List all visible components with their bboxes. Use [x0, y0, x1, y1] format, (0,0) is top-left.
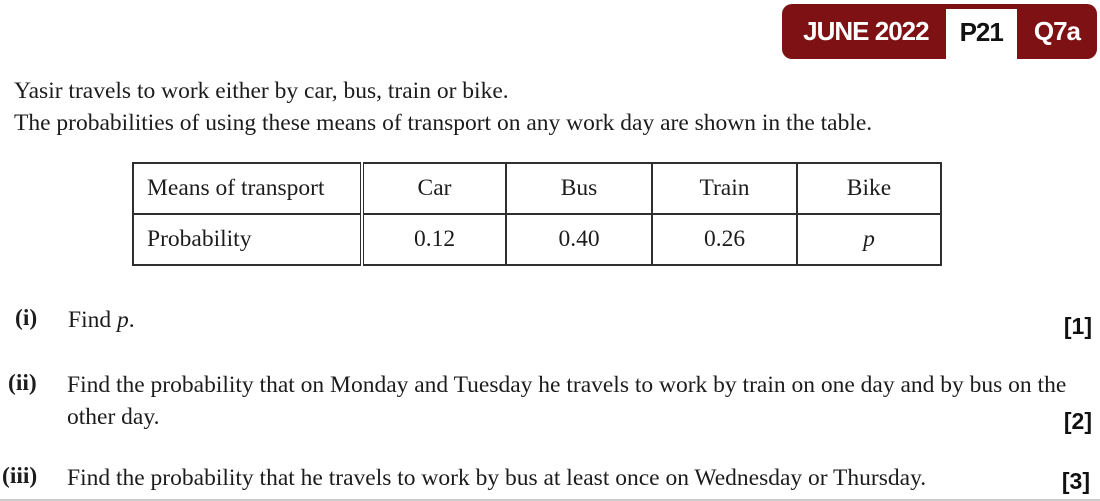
probability-train: 0.26	[652, 214, 797, 265]
intro-line-2: The probabilities of using these means of transport on any work day are shown in the table.	[14, 109, 873, 136]
table-probability-row	[133, 214, 941, 265]
part-i-variable: p	[116, 307, 129, 333]
part-iii-label: (iii)	[2, 463, 38, 489]
probability-row-label: Probability	[133, 214, 362, 265]
intro-line-1: Yasir travels to work either by car, bus, train or bike.	[14, 78, 509, 104]
header-bike: Bike	[797, 163, 941, 214]
part-ii-label: (ii)	[8, 370, 37, 396]
part-ii-text: Find the probability that on Monday and Tuesday he travels to work by train on one day and by bus on the other day.	[67, 372, 1067, 430]
part-iii-marks: [3]	[1061, 468, 1090, 494]
header-means-of-transport: Means of transport	[133, 163, 362, 214]
question-reference-badge	[782, 4, 1097, 59]
part-iii-text: Find the probability that he travels to work by bus at least once on Wednesday or Thursday.	[67, 465, 927, 491]
part-i-marks: [1]	[1063, 313, 1092, 339]
part-i-text	[68, 305, 135, 337]
probability-bike-variable: p	[797, 214, 941, 265]
part-i-label: (i)	[15, 305, 38, 331]
header-bus: Bus	[506, 163, 652, 214]
part-i-text-prefix: Find	[68, 307, 117, 333]
exam-session-label: JUNE 2022	[803, 16, 929, 46]
transport-probability-table	[132, 162, 942, 266]
question-number-label: Q7a	[1033, 16, 1080, 46]
probability-bus: 0.40	[506, 214, 652, 265]
header-train: Train	[652, 163, 797, 214]
header-car: Car	[362, 163, 506, 214]
table-header-row	[133, 163, 941, 214]
question-intro	[14, 76, 872, 139]
probability-car: 0.12	[362, 214, 506, 265]
part-ii-marks: [2]	[1063, 408, 1092, 434]
paper-number-box: P21	[946, 9, 1017, 59]
part-i-text-suffix: .	[128, 307, 135, 333]
